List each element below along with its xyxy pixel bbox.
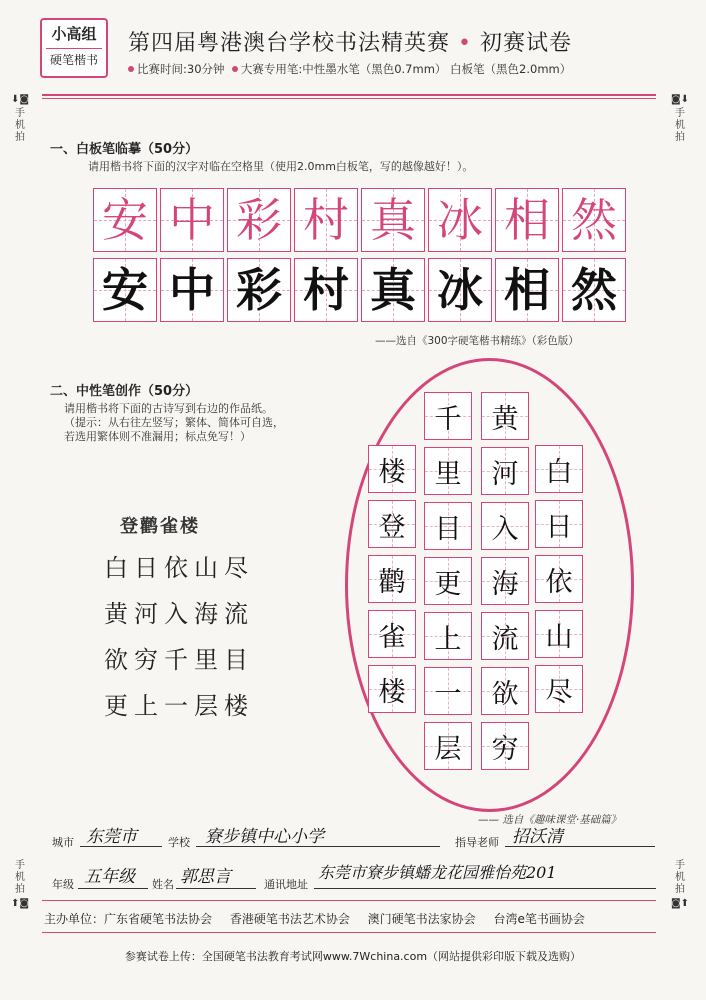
model-char-cell: 彩: [227, 188, 291, 252]
side-label: 手机拍: [15, 860, 25, 895]
work-column-3[interactable]: [424, 392, 470, 777]
copy-char-cell[interactable]: 彩: [227, 258, 291, 322]
work-char-cell[interactable]: 河: [481, 447, 529, 495]
city-field[interactable]: 东莞市: [86, 827, 137, 847]
model-char-cell: 然: [562, 188, 626, 252]
section2-source: —— 选自《趣味课堂·基础篇》: [478, 814, 622, 826]
header-divider: [42, 94, 656, 96]
poem-title: 登鹳雀楼: [120, 516, 200, 537]
poem-line: 欲穷千里目: [104, 646, 254, 674]
poem-line: 白日依山尽: [104, 554, 254, 582]
name-underline: [176, 888, 256, 889]
work-char-cell[interactable]: 雀: [368, 610, 416, 658]
camera-hint-left-bottom: [10, 858, 30, 910]
work-char-cell[interactable]: 上: [424, 612, 472, 660]
instruction-line: （提示：从右往左竖写；繁体、简体可自选，: [64, 416, 284, 429]
work-char-cell[interactable]: 一: [424, 667, 472, 715]
school-label: 学校: [168, 836, 190, 849]
copy-char-cell[interactable]: 相: [495, 258, 559, 322]
name-field[interactable]: 郭思言: [180, 867, 231, 887]
poem-line: 更上一层楼: [104, 692, 254, 720]
address-field[interactable]: 东莞市寮步镇蟠龙花园雅怡苑201: [318, 863, 557, 882]
work-char-cell[interactable]: 白: [535, 445, 583, 493]
school-field[interactable]: 寮步镇中心小学: [205, 827, 324, 847]
camera-icon: ◙⬇: [670, 94, 690, 105]
copy-char-cell[interactable]: 安: [93, 258, 157, 322]
name-label: 姓名: [152, 878, 174, 891]
model-character-row: [93, 188, 629, 252]
organizers: 主办单位：广东省硬笔书法协会 香港硬笔书法艺术协会 澳门硬笔书法家协会 台湾e笔书画协会: [44, 912, 585, 926]
teacher-field[interactable]: 招沃清: [512, 827, 563, 847]
work-char-cell[interactable]: 入: [481, 502, 529, 550]
work-column-4[interactable]: [368, 445, 414, 720]
work-char-cell[interactable]: 里: [424, 447, 472, 495]
work-char-cell[interactable]: 山: [535, 610, 583, 658]
side-label: 手机拍: [675, 108, 685, 143]
camera-hint-right-top: [670, 94, 690, 146]
camera-hint-left-top: [10, 94, 30, 146]
work-column-1[interactable]: [535, 445, 581, 720]
work-char-cell[interactable]: 千: [424, 392, 472, 440]
work-char-cell[interactable]: 日: [535, 500, 583, 548]
section2-heading: 二、中性笔创作（50分）: [50, 384, 199, 399]
teacher-label: 指导老师: [455, 836, 499, 849]
model-char-cell: 冰: [428, 188, 492, 252]
footer-divider: [42, 932, 656, 933]
grade-field[interactable]: 五年级: [84, 867, 135, 887]
camera-icon: ◙⬆: [670, 898, 690, 909]
section1-instruction: 请用楷书将下面的汉字对临在空格里（使用2.0mm白板笔，写的越像越好！）。: [88, 160, 474, 173]
work-char-cell[interactable]: 欲: [481, 667, 529, 715]
work-char-cell[interactable]: 流: [481, 612, 529, 660]
work-char-cell[interactable]: 楼: [368, 665, 416, 713]
section2-instruction: [64, 402, 284, 444]
work-char-cell[interactable]: 层: [424, 722, 472, 770]
title-separator-dot: •: [458, 31, 472, 56]
footer-upload-info: 参赛试卷上传：全国硬笔书法教育考试网www.7Wchina.com（网站提供彩印版下载及选购）: [124, 950, 582, 963]
work-char-cell[interactable]: 依: [535, 555, 583, 603]
logo-style-label: 硬笔楷书: [46, 48, 102, 71]
contest-info: [128, 61, 571, 77]
camera-hint-right-bottom: [670, 858, 690, 910]
title-main: 第四届粤港澳台学校书法精英赛: [128, 31, 451, 56]
bullet-icon: [232, 66, 238, 72]
grade-label: 年级: [52, 878, 74, 891]
instruction-line: 若选用繁体则不准漏用；标点免写！）: [64, 430, 251, 443]
work-char-cell[interactable]: 黄: [481, 392, 529, 440]
city-label: 城市: [52, 836, 74, 849]
model-char-cell: 真: [361, 188, 425, 252]
copy-character-row[interactable]: [93, 258, 629, 322]
copy-char-cell[interactable]: 中: [160, 258, 224, 322]
work-char-cell[interactable]: 鹳: [368, 555, 416, 603]
work-char-cell[interactable]: 穷: [481, 722, 529, 770]
bullet-icon: [128, 66, 134, 72]
work-char-cell[interactable]: 目: [424, 502, 472, 550]
camera-icon: ⬆◙: [10, 898, 30, 909]
work-char-cell[interactable]: 更: [424, 557, 472, 605]
city-underline: [80, 846, 162, 847]
camera-icon: ⬇◙: [10, 94, 30, 105]
address-underline: [314, 888, 656, 889]
address-label: 通讯地址: [264, 878, 308, 891]
work-char-cell[interactable]: 楼: [368, 445, 416, 493]
model-char-cell: 安: [93, 188, 157, 252]
teacher-underline: [505, 846, 655, 847]
page-title: [128, 26, 572, 57]
work-column-2[interactable]: [481, 392, 527, 777]
logo-group-label: 小高组: [51, 25, 97, 43]
header-divider-thin: [42, 98, 656, 99]
title-suffix: 初赛试卷: [480, 31, 573, 56]
side-label: 手机拍: [675, 860, 685, 895]
copy-char-cell[interactable]: 村: [294, 258, 358, 322]
work-char-cell[interactable]: 尽: [535, 665, 583, 713]
model-char-cell: 村: [294, 188, 358, 252]
form-divider: [42, 900, 656, 901]
work-char-cell[interactable]: 登: [368, 500, 416, 548]
model-char-cell: 相: [495, 188, 559, 252]
section1-heading: 一、白板笔临摹（50分）: [50, 142, 199, 157]
copy-char-cell[interactable]: 冰: [428, 258, 492, 322]
side-label: 手机拍: [15, 108, 25, 143]
contest-logo: [40, 18, 108, 78]
model-char-cell: 中: [160, 188, 224, 252]
info-pens: 大赛专用笔:中性墨水笔（黑色0.7mm） 白板笔（黑色2.0mm）: [240, 62, 572, 76]
copy-char-cell[interactable]: 真: [361, 258, 425, 322]
work-char-cell[interactable]: 海: [481, 557, 529, 605]
copy-char-cell[interactable]: 然: [562, 258, 626, 322]
school-underline: [196, 846, 440, 847]
grade-underline: [78, 888, 148, 889]
poem-line: 黄河入海流: [104, 600, 254, 628]
section1-source: ——选自《300字硬笔楷书精练》（彩色版）: [375, 335, 579, 347]
instruction-line: 请用楷书将下面的古诗写到右边的作品纸。: [64, 402, 273, 415]
info-time: 比赛时间:30分钟: [137, 62, 225, 76]
